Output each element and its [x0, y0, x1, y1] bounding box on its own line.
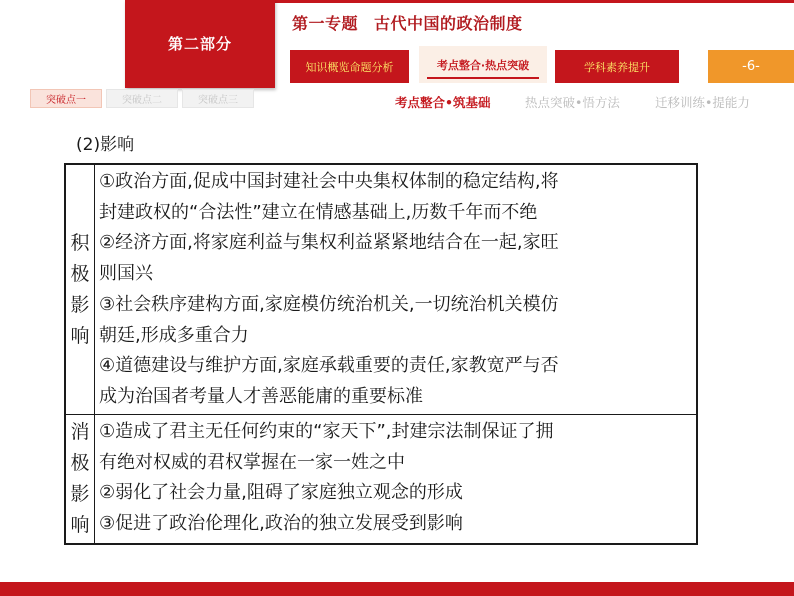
category-char: 影: [70, 483, 90, 505]
category-char: 积: [70, 231, 90, 254]
impact-line: 有绝对权威的君权掌握在一家一姓之中: [99, 451, 405, 473]
nav-link-foundation[interactable]: 考点整合•筑基础: [395, 95, 491, 110]
nav-link-method[interactable]: 热点突破•悟方法: [525, 95, 620, 110]
impact-line: 朝廷,形成多重合力: [99, 324, 249, 346]
category-char: 响: [70, 324, 90, 347]
category-char: 影: [70, 293, 90, 316]
impact-line: ①造成了君主无任何约束的“家天下”,封建宗法制保证了拥: [99, 421, 554, 442]
category-char: 极: [70, 452, 90, 474]
tab-overview[interactable]: 知识概览命题分析: [290, 50, 409, 83]
topic-title: [292, 11, 523, 34]
page-number: -6-: [708, 50, 794, 83]
impact-line: ③社会秩序建构方面,家庭模仿统治机关,一切统治机关模仿: [99, 293, 559, 315]
impact-line: ③促进了政治伦理化,政治的独立发展受到影响: [99, 513, 463, 535]
impact-line: 成为治国者考量人才善恶能庸的重要标准: [99, 385, 423, 407]
impact-line: ①政治方面,促成中国封建社会中央集权体制的稳定结构,将: [99, 171, 559, 192]
tab-key-points[interactable]: 考点整合·热点突破: [419, 46, 547, 83]
footer-bar: [0, 582, 794, 596]
category-char: 极: [70, 262, 90, 285]
topic-number: 第一专题: [292, 14, 359, 33]
nav-link-ability[interactable]: 迁移训练•提能力: [655, 95, 750, 110]
tab-literacy[interactable]: 学科素养提升: [555, 50, 679, 83]
section-heading: (2)影响: [76, 135, 135, 155]
negative-impact-items: [99, 417, 690, 540]
impact-line: ④道德建设与维护方面,家庭承载重要的责任,家教宽严与否: [99, 355, 559, 377]
impact-line: ②弱化了社会力量,阻碍了家庭独立观念的形成: [99, 482, 463, 504]
part-badge: [125, 0, 275, 88]
category-char: 消: [70, 421, 90, 443]
negative-impact-row: [66, 415, 696, 543]
part-label: 第二部分: [167, 35, 232, 53]
positive-impact-items: [99, 167, 690, 413]
topic-name: 古代中国的政治制度: [374, 14, 523, 33]
impact-line: ②经济方面,将家庭利益与集权利益紧紧地结合在一起,家旺: [99, 232, 559, 254]
header-top-line: [275, 0, 794, 3]
breakthrough-tab-2[interactable]: 突破点二: [106, 89, 178, 108]
impact-line: 封建政权的“合法性”建立在情感基础上,历数千年而不绝: [99, 201, 538, 223]
category-char: 响: [70, 514, 90, 536]
positive-impact-category: [66, 165, 95, 414]
negative-impact-category: [66, 415, 95, 543]
positive-impact-row: [66, 165, 696, 415]
impact-table: [64, 163, 698, 545]
breakthrough-tab-1[interactable]: 突破点一: [30, 89, 102, 108]
breakthrough-tab-3[interactable]: 突破点三: [182, 89, 254, 108]
impact-line: 则国兴: [99, 263, 153, 285]
